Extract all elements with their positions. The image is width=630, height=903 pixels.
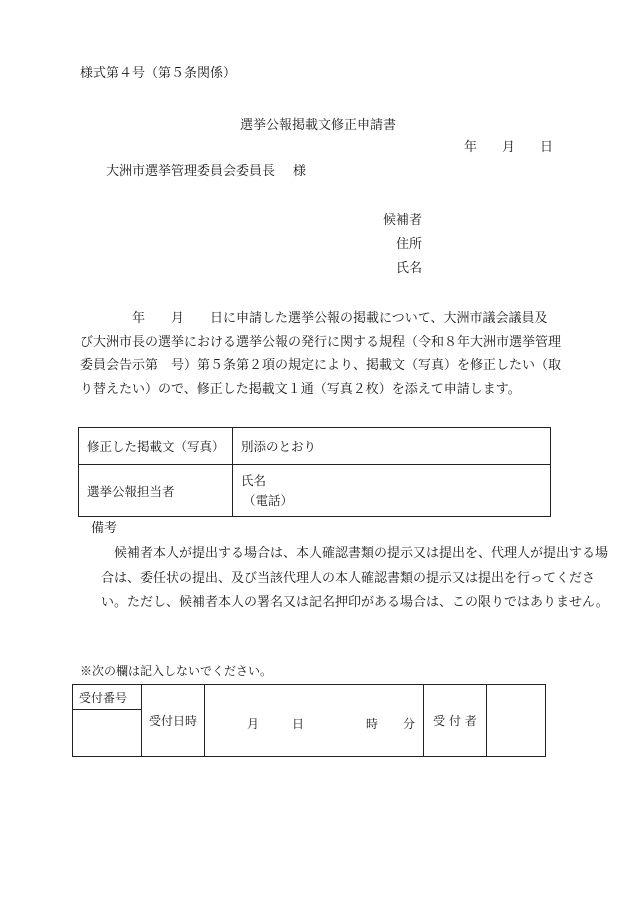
applicant-address-label: 住所 bbox=[396, 237, 423, 252]
receipt-hour-label: 時 bbox=[366, 717, 379, 731]
receipt-datetime-label: 受付日時 bbox=[142, 685, 205, 757]
date-year-label: 年 bbox=[464, 140, 478, 155]
applicant-label: 候補者 bbox=[383, 213, 423, 228]
receipt-month-label: 月 bbox=[247, 717, 260, 731]
contact-name-label: 氏名 bbox=[241, 472, 267, 488]
body-line: び大洲市長の選挙における選挙公報の発行に関する規程（令和８年大洲市選挙管理 bbox=[80, 334, 562, 350]
form-number: 様式第４号（第５条関係） bbox=[80, 66, 237, 81]
office-use-note: ※次の欄は記入しないでください。 bbox=[80, 664, 273, 678]
info-table bbox=[78, 427, 551, 517]
receipt-day-label: 日 bbox=[292, 717, 305, 731]
receipt-number-label: 受付番号 bbox=[73, 685, 142, 710]
addressee-name: 大洲市選挙管理委員会委員長 bbox=[106, 164, 276, 179]
revised-text-value: 別添のとおり bbox=[233, 428, 551, 465]
body-paragraph bbox=[80, 307, 562, 401]
contact-person-cell bbox=[233, 465, 551, 517]
receipt-minute-label: 分 bbox=[403, 717, 416, 731]
receipt-number-field bbox=[73, 710, 142, 757]
remarks-line: い。ただし、候補者本人の署名又は記名押印がある場合は、この限りではありません。 bbox=[101, 595, 609, 610]
contact-person-label: 選挙公報担当者 bbox=[79, 465, 233, 517]
body-line: 委員会告示第 号）第５条第２項の規定により、掲載文（写真）を修正したい（取 bbox=[80, 358, 562, 373]
date-day-label: 日 bbox=[540, 140, 554, 155]
addressee-honorific: 様 bbox=[293, 164, 307, 179]
document-title: 選挙公報掲載文修正申請書 bbox=[240, 118, 397, 133]
body-line: 年 月 日に申請した選挙公報の掲載について、大洲市議会議員及 bbox=[80, 311, 548, 326]
contact-phone-label: （電話） bbox=[243, 492, 294, 508]
remarks-line: 候補者本人が提出する場合は、本人確認書類の提示又は提出を、代理人が提出する場 bbox=[114, 546, 609, 561]
office-use-table bbox=[72, 684, 546, 757]
body-line: り替えたい）ので、修正した掲載文１通（写真２枚）を添えて申請します。 bbox=[80, 381, 521, 397]
applicant-name-label: 氏名 bbox=[396, 261, 423, 276]
remarks-line: 合は、委任状の提出、及び当該代理人の本人確認書類の提示又は提出を行ってくださ bbox=[101, 571, 596, 586]
date-month-label: 月 bbox=[502, 140, 516, 155]
receiver-label: 受 付 者 bbox=[424, 685, 487, 757]
revised-text-label: 修正した掲載文（写真） bbox=[79, 428, 233, 465]
receiver-field bbox=[487, 685, 546, 757]
receipt-datetime-field bbox=[205, 685, 424, 757]
remarks-heading: 備考 bbox=[91, 521, 118, 536]
